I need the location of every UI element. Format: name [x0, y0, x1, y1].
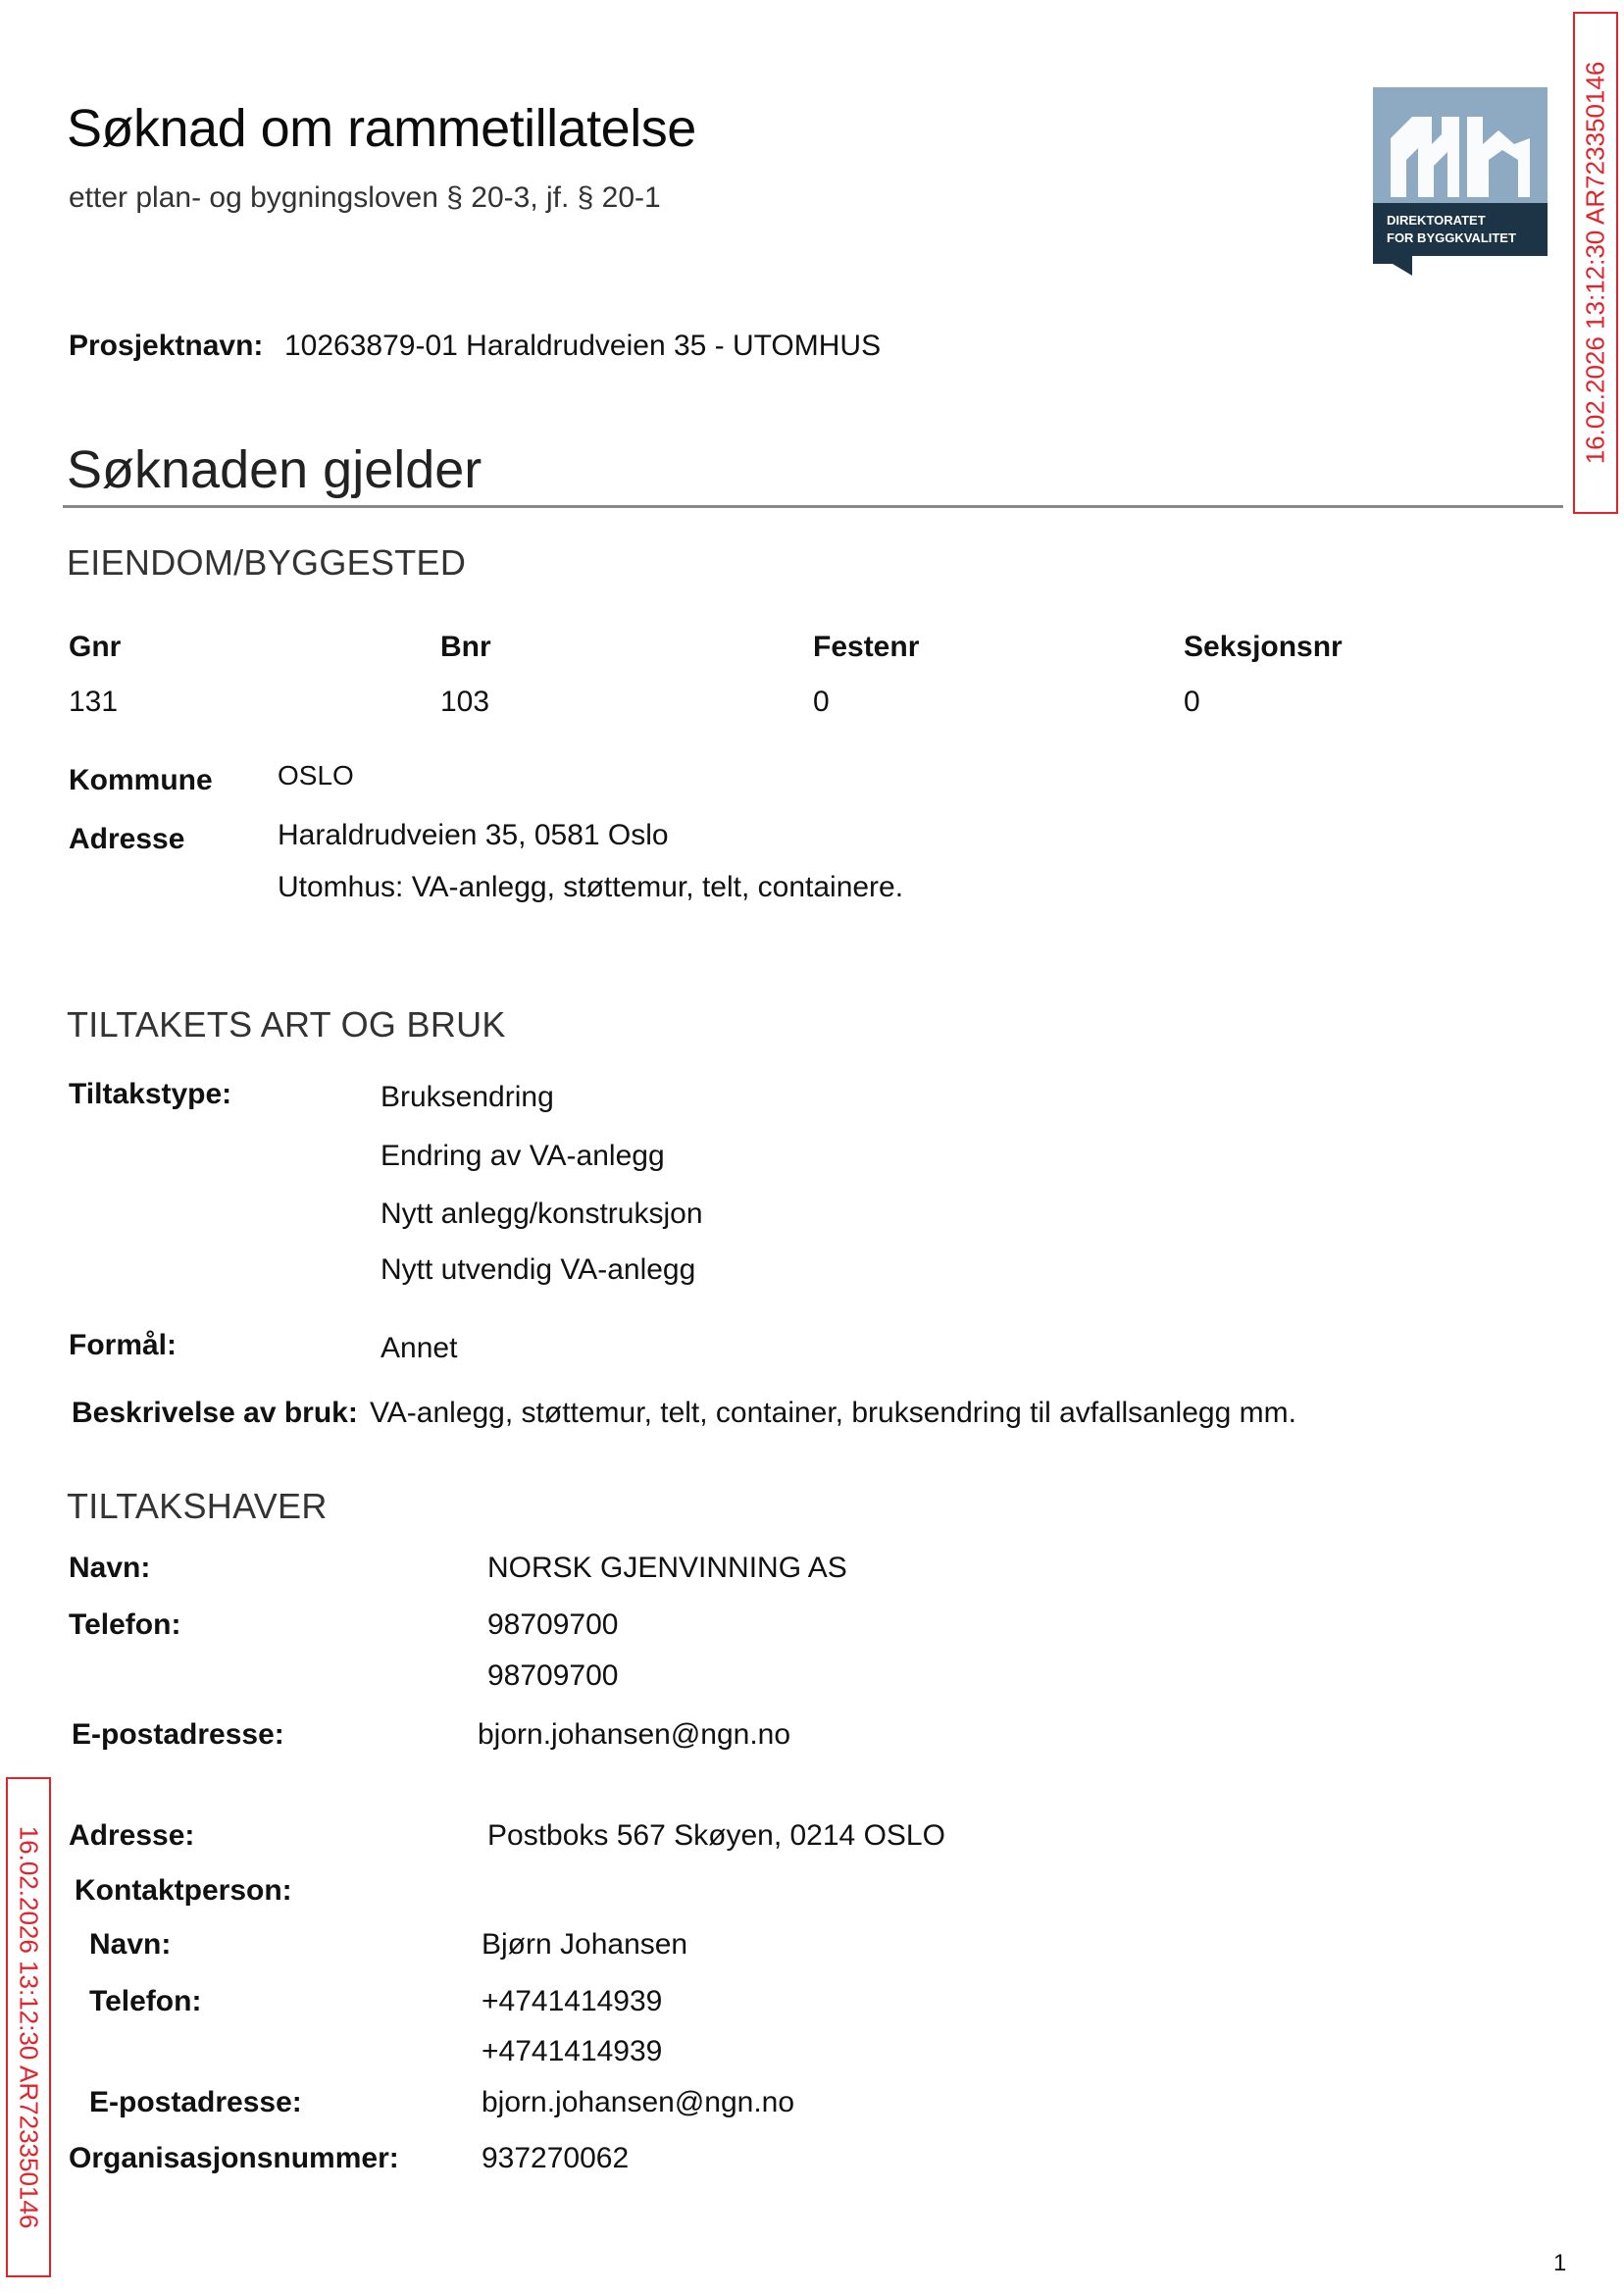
- eiendom-heading: EIENDOM/BYGGESTED: [67, 542, 467, 583]
- tiltakstype-item: Bruksendring: [381, 1081, 554, 1113]
- project-value: 10263879-01 Haraldrudveien 35 - UTOMHUS: [284, 330, 882, 362]
- kontakt-navn-label: Navn:: [89, 1928, 172, 1961]
- dibk-logo-icon: [1373, 87, 1548, 276]
- section-divider: [63, 505, 1563, 508]
- navn-label: Navn:: [69, 1552, 151, 1584]
- kontakt-epost-label: E-postadresse:: [89, 2086, 302, 2118]
- seksjonsnr-label: Seksjonsnr: [1184, 631, 1343, 663]
- formal-label: Formål:: [69, 1329, 178, 1361]
- navn-value: NORSK GJENVINNING AS: [487, 1552, 847, 1584]
- festenr-value: 0: [813, 686, 830, 718]
- telefon-label: Telefon:: [69, 1608, 181, 1641]
- tiltak-heading: TILTAKETS ART OG BRUK: [67, 1004, 506, 1045]
- stamp-text: 16.02.2026 13:12:30 AR723350146: [14, 1825, 44, 2229]
- tiltakshaver-heading: TILTAKSHAVER: [67, 1486, 328, 1526]
- kontakt-telefon-label: Telefon:: [89, 1985, 202, 2017]
- project-label: Prosjektnavn:: [69, 330, 264, 362]
- telefon-value: 98709700: [487, 1659, 619, 1692]
- formal-value: Annet: [381, 1332, 458, 1364]
- kontakt-telefon-value: +4741414939: [482, 1985, 663, 2017]
- epost-value: bjorn.johansen@ngn.no: [478, 1718, 791, 1751]
- adresse-line-1: Haraldrudveien 35, 0581 Oslo: [278, 819, 669, 851]
- page-number: 1: [1553, 2250, 1567, 2276]
- tiltakstype-item: Endring av VA-anlegg: [381, 1140, 665, 1172]
- bnr-value: 103: [440, 686, 490, 718]
- kommune-value: OSLO: [278, 760, 354, 790]
- timestamp-stamp-right: [1573, 12, 1618, 514]
- document-title: Søknad om rammetillatelse: [67, 99, 696, 158]
- seksjonsnr-value: 0: [1184, 686, 1200, 718]
- org-value: 937270062: [482, 2142, 630, 2174]
- adresse-line-2: Utomhus: VA-anlegg, støttemur, telt, containere.: [278, 871, 904, 903]
- kontakt-telefon-value: +4741414939: [482, 2035, 663, 2067]
- kommune-label: Kommune: [69, 764, 213, 796]
- document-subtitle: etter plan- og bygningsloven § 20-3, jf. § 20-1: [69, 181, 661, 214]
- timestamp-stamp-left: [6, 1777, 51, 2277]
- beskrivelse-value: VA-anlegg, støttemur, telt, container, bruksendring til avfallsanlegg mm.: [370, 1397, 1296, 1429]
- tiltakstype-label: Tiltakstype:: [69, 1078, 232, 1110]
- section-title: Søknaden gjelder: [67, 440, 482, 499]
- logo-line-2: FOR BYGGKVALITET: [1387, 230, 1516, 245]
- tiltakshaver-adresse-value: Postboks 567 Skøyen, 0214 OSLO: [487, 1819, 945, 1852]
- festenr-label: Festenr: [813, 631, 920, 663]
- telefon-value: 98709700: [487, 1608, 619, 1641]
- gnr-value: 131: [69, 686, 119, 718]
- stamp-text: 16.02.2026 13:12:30 AR723350146: [1580, 61, 1610, 465]
- org-label: Organisasjonsnummer:: [69, 2142, 399, 2174]
- kontakt-navn-value: Bjørn Johansen: [482, 1928, 688, 1961]
- gnr-label: Gnr: [69, 631, 122, 663]
- adresse-label: Adresse: [69, 823, 185, 855]
- beskrivelse-label: Beskrivelse av bruk:: [72, 1397, 358, 1429]
- bnr-label: Bnr: [440, 631, 491, 663]
- tiltakstype-item: Nytt utvendig VA-anlegg: [381, 1253, 696, 1286]
- kontaktperson-label: Kontaktperson:: [75, 1874, 292, 1907]
- tiltakshaver-adresse-label: Adresse:: [69, 1819, 195, 1852]
- tiltakstype-item: Nytt anlegg/konstruksjon: [381, 1198, 703, 1230]
- epost-label: E-postadresse:: [72, 1718, 284, 1751]
- logo-line-1: DIREKTORATET: [1387, 213, 1486, 228]
- kontakt-epost-value: bjorn.johansen@ngn.no: [482, 2086, 795, 2118]
